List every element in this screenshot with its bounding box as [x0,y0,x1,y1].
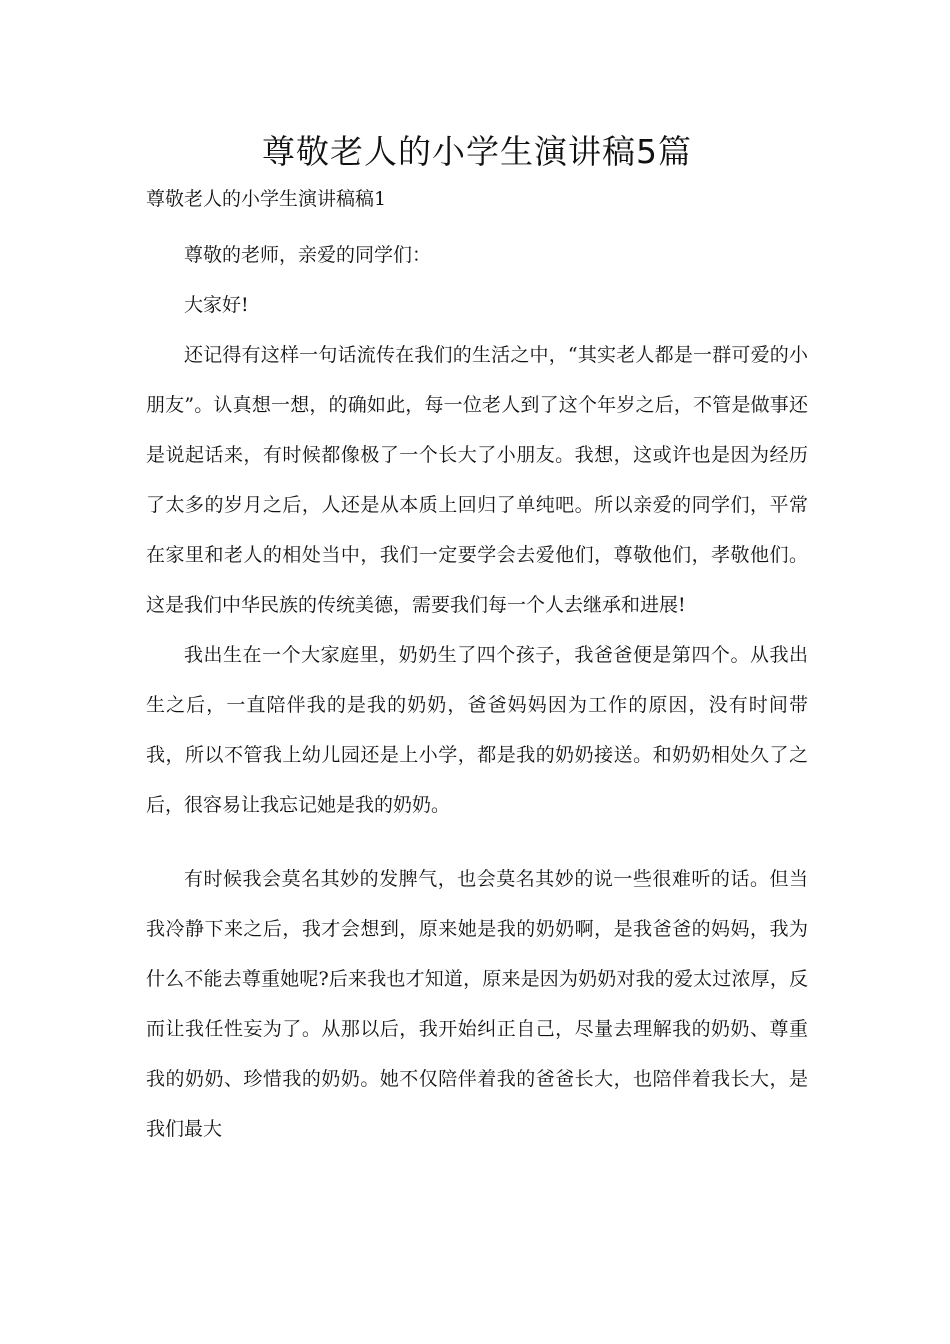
document-title: 尊敬老人的小学生演讲稿5篇 [262,132,692,171]
document-page [146,120,808,1154]
paragraph-body-2: 我出生在一个大家庭里，奶奶生了四个孩子，我爸爸便是第四个。从我出生之后，一直陪伴我的是我的奶奶，爸爸妈妈因为工作的原因，没有时间带我，所以不管我上幼儿园还是上小学，都是我的奶奶接送。和奶奶相处久了之后，很容易让我忘记她是我的奶奶。 [146,644,808,816]
paragraph-hello: 大家好! [184,294,249,316]
document-subtitle: 尊敬老人的小学生演讲稿稿1 [146,188,387,210]
paragraph-body-1: 还记得有这样一句话流传在我们的生活之中，“其实老人都是一群可爱的小朋友”。认真想一想，的确如此，每一位老人到了这个年岁之后，不管是做事还是说起话来，有时候都像极了一个长大了小朋友。我想，这或许也是因为经历了太多的岁月之后，人还是从本质上回归了单纯吧。所以亲爱的同学们，平常在家里和老人的相处当中，我们一定要学会去爱他们，尊敬他们，孝敬他们。这是我们中华民族的传统美德，需要我们每一个人去继承和进展! [146,344,808,616]
paragraph-greeting: 尊敬的老师，亲爱的同学们： [184,244,432,266]
paragraph-body-3: 有时候我会莫名其妙的发脾气，也会莫名其妙的说一些很难听的话。但当我冷静下来之后，我才会想到，原来她是我的奶奶啊，是我爸爸的妈妈，我为什么不能去尊重她呢?后来我也才知道，原来是因为奶奶对我的爱太过浓厚，反而让我任性妄为了。从那以后，我开始纠正自己，尽量去理解我的奶奶、尊重我的奶奶、珍惜我的奶奶。她不仅陪伴着我的爸爸长大，也陪伴着我长大，是我们最大 [146,868,808,1140]
